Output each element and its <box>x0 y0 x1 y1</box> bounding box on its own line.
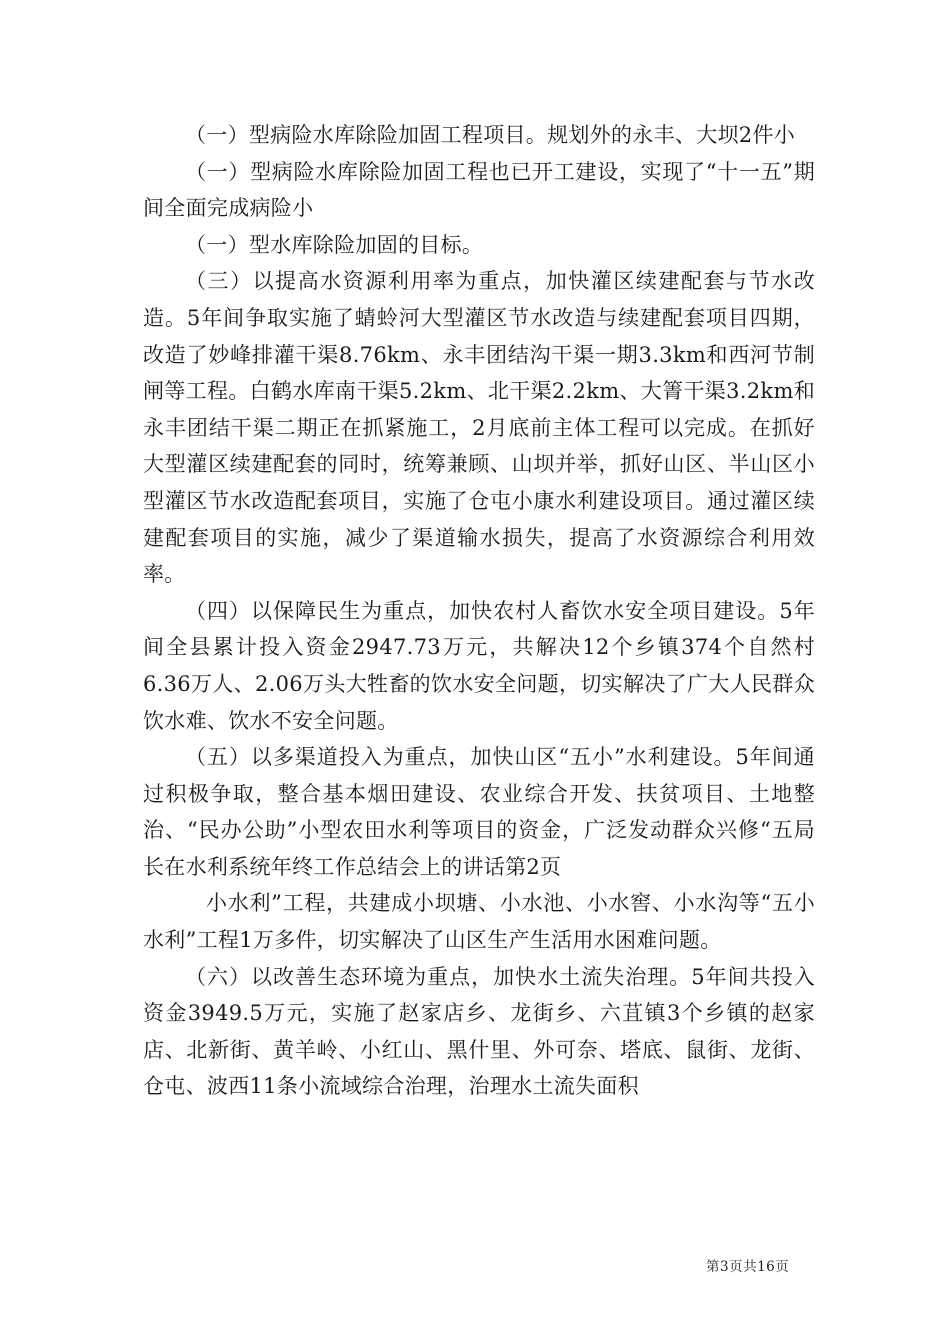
paragraph-7: 小水利”工程，共建成小坝塘、小水池、小水窖、小水沟等“五小水利”工程1万多件，切实解决了山区生产生活用水困难问题。 <box>143 891 815 953</box>
paragraph-4: （三）以提高水资源利用率为重点，加快灌区续建配套与节水改造。5年间争取实施了蜻蛉河大型灌区节水改造与续建配套项目四期，改造了妙峰排灌干渠8.76km、永丰团结沟干渠一期3.3km和西河节制闸等工程。白鹤水库南干渠5.2km、北干渠2.2km、大箐干渠3.2km和永丰团结干渠二期正在抓紧施工，2月底前主体工程可以完成。在抓好大型灌区续建配套的同时，统筹兼顾、山坝并举，抓好山区、半山区小型灌区节水改造配套项目，实施了仓屯小康水利建设项目。通过灌区续建配套项目的实施，减少了渠道输水损失，提高了水资源综合利用效率。 <box>143 269 815 587</box>
paragraph-1: （一）型病险水库除险加固工程项目。规划外的永丰、大坝2件小 <box>185 123 796 147</box>
document-body <box>143 117 815 1105</box>
paragraph-6: （五）以多渠道投入为重点，加快山区“五小”水利建设。5年间通过积极争取，整合基本烟田建设、农业综合开发、扶贫项目、土地整治、“民办公助”小型农田水利等项目的资金，广泛发动群众兴修“五局长在水利系统年终工作总结会上的讲话第2页 <box>143 745 815 879</box>
page-number-footer: 第3页共16页 <box>706 1259 790 1275</box>
paragraph-2: （一）型病险水库除险加固工程也已开工建设，实现了“十一五”期间全面完成病险小 <box>143 159 815 221</box>
paragraph-8: （六）以改善生态环境为重点，加快水土流失治理。5年间共投入资金3949.5万元，实施了赵家店乡、龙街乡、六苴镇3个乡镇的赵家店、北新街、黄羊岭、小红山、黑什里、外可奈、塔底、鼠街、龙街、仓屯、波西11条小流域综合治理，治理水土流失面积 <box>143 964 815 1099</box>
paragraph-3: （一）型水库除险加固的目标。 <box>185 232 484 257</box>
paragraph-5: （四）以保障民生为重点，加快农村人畜饮水安全项目建设。5年间全县累计投入资金2947.73万元，共解决12个乡镇374个自然村6.36万人、2.06万头大牲畜的饮水安全问题，切实解决了广大人民群众饮水难、饮水不安全问题。 <box>143 598 815 733</box>
